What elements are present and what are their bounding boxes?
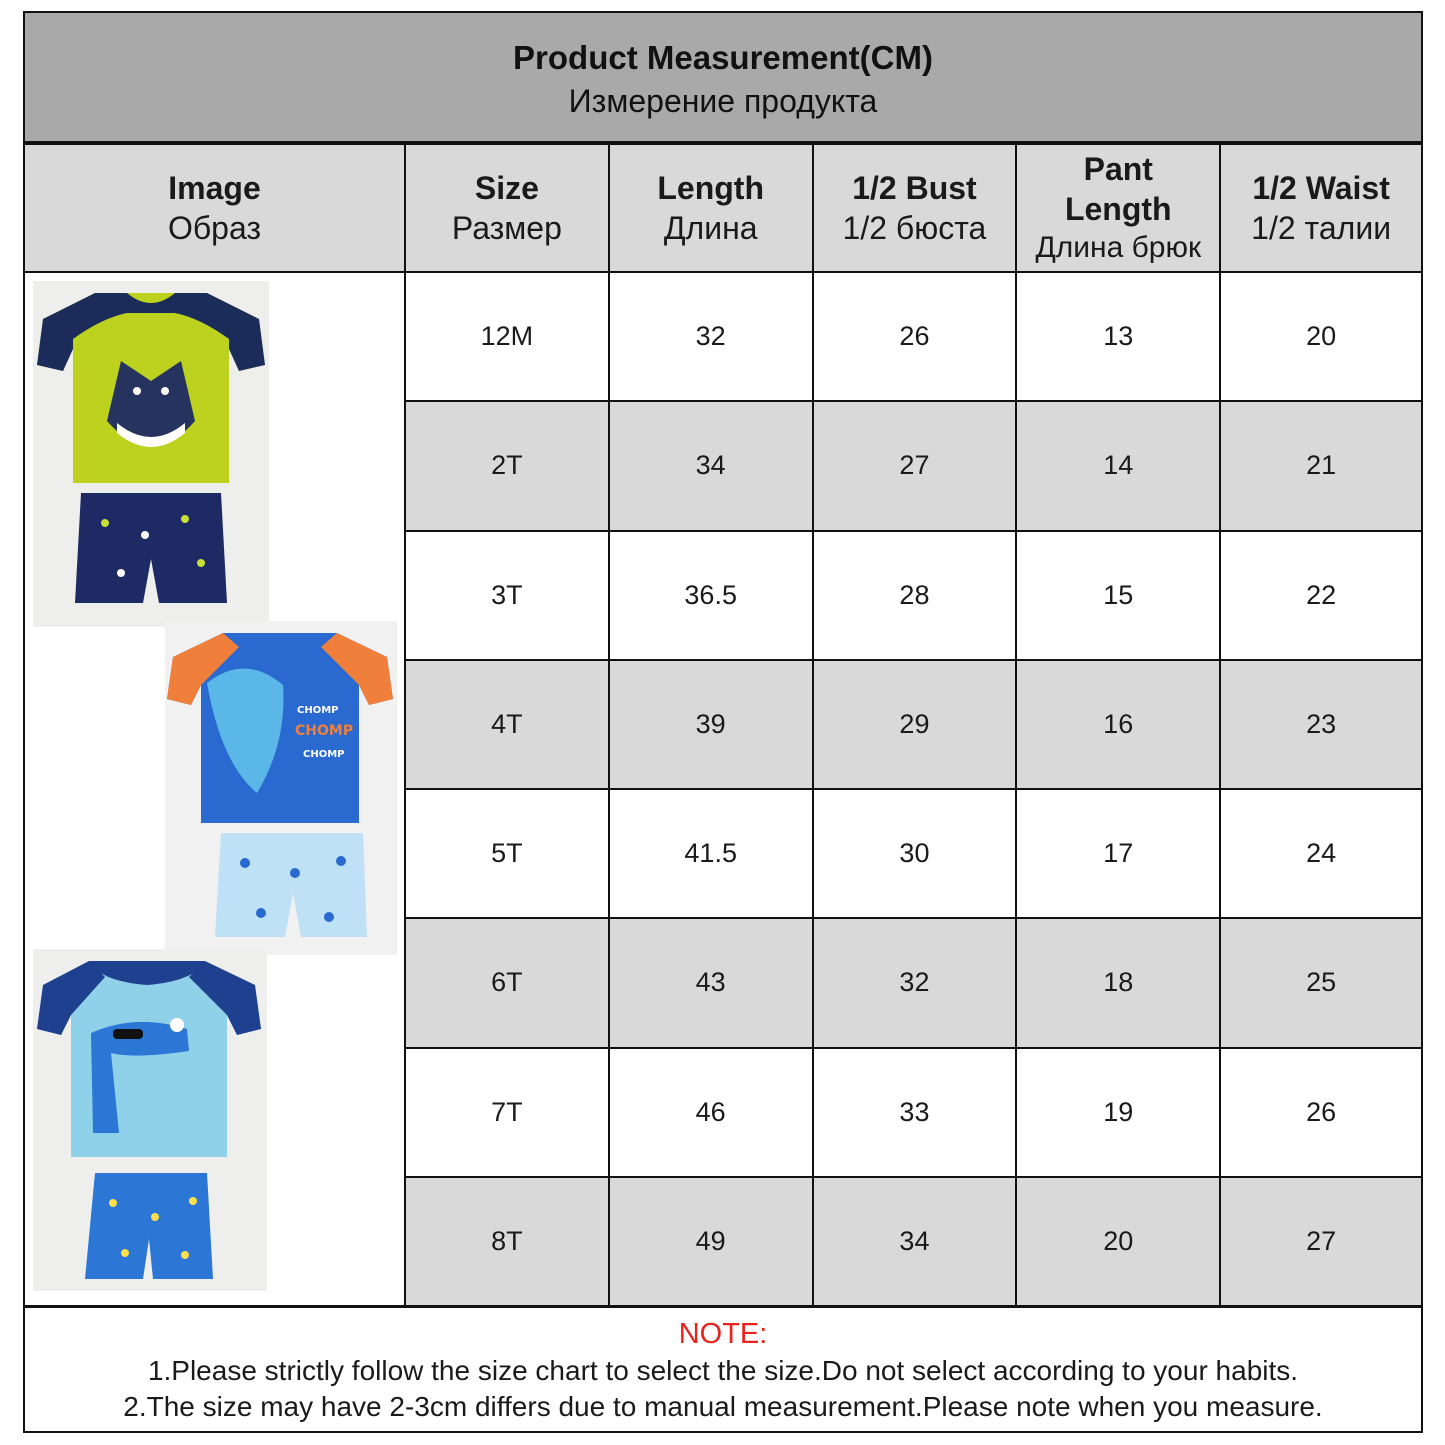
pant-length-cell: 13 xyxy=(1016,272,1220,401)
size-cell: 8T xyxy=(405,1177,609,1306)
bust-cell: 34 xyxy=(813,1177,1017,1306)
bust-cell: 28 xyxy=(813,531,1017,660)
size-cell: 7T xyxy=(405,1048,609,1177)
svg-text:CHOMP: CHOMP xyxy=(303,749,345,760)
waist-cell: 25 xyxy=(1220,918,1421,1047)
note-title: NOTE: xyxy=(678,1318,768,1350)
column-header-image: Image Образ xyxy=(25,144,405,272)
product-images-cell xyxy=(25,272,405,1306)
note-section xyxy=(25,1306,1421,1433)
bust-cell: 30 xyxy=(813,789,1017,918)
waist-cell: 23 xyxy=(1220,660,1421,789)
bust-cell: 29 xyxy=(813,660,1017,789)
size-cell: 5T xyxy=(405,789,609,918)
measurement-table xyxy=(25,143,1421,1307)
lime-shark-swimsuit-image xyxy=(33,281,269,627)
pant-length-cell: 14 xyxy=(1016,401,1220,530)
pant-length-cell: 16 xyxy=(1016,660,1220,789)
size-chart xyxy=(23,11,1423,1433)
length-cell: 39 xyxy=(609,660,813,789)
size-cell: 6T xyxy=(405,918,609,1047)
length-cell: 41.5 xyxy=(609,789,813,918)
waist-cell: 27 xyxy=(1220,1177,1421,1306)
column-header-length: Length Длина xyxy=(609,144,813,272)
bust-cell: 27 xyxy=(813,401,1017,530)
length-cell: 34 xyxy=(609,401,813,530)
length-cell: 46 xyxy=(609,1048,813,1177)
waist-cell: 24 xyxy=(1220,789,1421,918)
pant-length-cell: 19 xyxy=(1016,1048,1220,1177)
size-cell: 3T xyxy=(405,531,609,660)
size-cell: 12M xyxy=(405,272,609,401)
pant-length-cell: 15 xyxy=(1016,531,1220,660)
length-cell: 32 xyxy=(609,272,813,401)
table-row xyxy=(25,272,1421,401)
title-band xyxy=(25,13,1421,143)
length-cell: 49 xyxy=(609,1177,813,1306)
waist-cell: 26 xyxy=(1220,1048,1421,1177)
chart-title: Product Measurement(CM) xyxy=(513,39,933,76)
chart-title-russian: Измерение продукта xyxy=(568,83,878,119)
bust-cell: 33 xyxy=(813,1048,1017,1177)
column-header-size: Size Размер xyxy=(405,144,609,272)
waist-cell: 20 xyxy=(1220,272,1421,401)
length-cell: 43 xyxy=(609,918,813,1047)
pant-length-cell: 20 xyxy=(1016,1177,1220,1306)
waist-cell: 22 xyxy=(1220,531,1421,660)
size-cell: 4T xyxy=(405,660,609,789)
column-header-waist: 1/2 Waist 1/2 талии xyxy=(1220,144,1421,272)
size-cell: 2T xyxy=(405,401,609,530)
column-header-bust: 1/2 Bust 1/2 бюста xyxy=(813,144,1017,272)
column-header-pant-length: Pant Length Длина брюк xyxy=(1016,144,1220,272)
header-row xyxy=(25,144,1421,272)
product-images xyxy=(25,273,404,1305)
pant-length-cell: 18 xyxy=(1016,918,1220,1047)
bust-cell: 32 xyxy=(813,918,1017,1047)
note-line-1: 1.Please strictly follow the size chart to select the size.Do not select according to your habits. xyxy=(147,1355,1299,1386)
svg-text:CHOMP: CHOMP xyxy=(297,705,339,716)
bust-cell: 26 xyxy=(813,272,1017,401)
length-cell: 36.5 xyxy=(609,531,813,660)
pant-length-cell: 17 xyxy=(1016,789,1220,918)
crocodile-swimsuit-image xyxy=(33,949,267,1291)
svg-text:CHOMP: CHOMP xyxy=(295,723,354,739)
note-line-2: 2.The size may have 2-3cm differs due to manual measurement.Please note when you measure. xyxy=(123,1391,1323,1422)
blue-shark-swimsuit-image xyxy=(165,621,397,955)
waist-cell: 21 xyxy=(1220,401,1421,530)
